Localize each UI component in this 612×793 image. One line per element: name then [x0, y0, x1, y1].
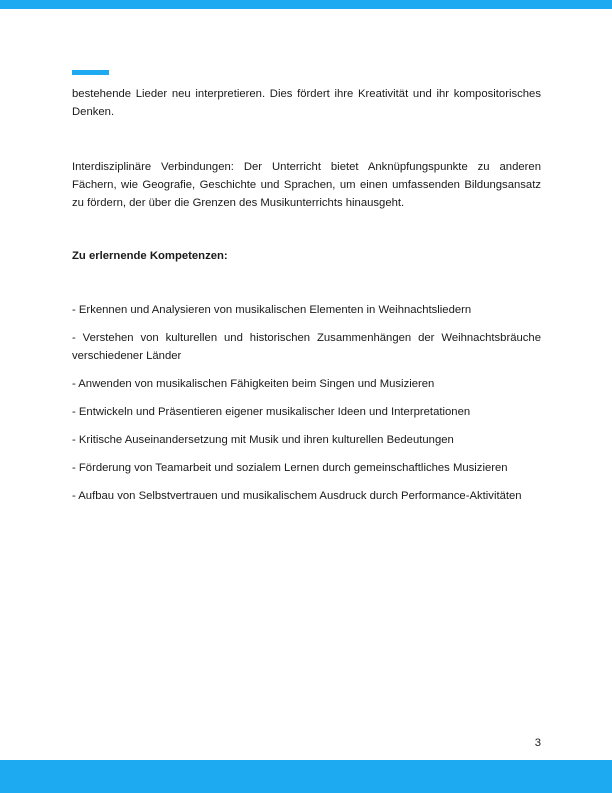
bottom-accent-bar — [0, 760, 612, 793]
competency-item: - Erkennen und Analysieren von musikalischen Elementen in Weihnachtsliedern — [72, 304, 472, 316]
competencies-heading: Zu erlernende Kompetenzen: — [72, 250, 228, 262]
page-content — [72, 85, 541, 515]
paragraph-interdisciplinary: Interdisziplinäre Verbindungen: Der Unterricht bietet Anknüpfungspunkte zu anderen Fächern, wie Geografie, Geschichte und Sprachen, um einen umfassenden Bildungsansatz zu fördern, der über die Grenzen des Musikunterrichts hinausgeht. — [72, 161, 541, 209]
competency-item: - Anwenden von musikalischen Fähigkeiten beim Singen und Musizieren — [72, 378, 435, 390]
competencies-list — [72, 301, 541, 505]
section-accent-line — [72, 70, 109, 75]
competency-item: - Entwickeln und Präsentieren eigener musikalischer Ideen und Interpretationen — [72, 406, 471, 418]
competency-item: - Förderung von Teamarbeit und sozialem Lernen durch gemeinschaftliches Musizieren — [72, 462, 508, 474]
page-number: 3 — [534, 737, 541, 749]
top-accent-bar — [0, 0, 612, 9]
competency-item: - Kritische Auseinandersetzung mit Musik und ihren kulturellen Bedeutungen — [72, 434, 454, 446]
competency-item: - Verstehen von kulturellen und historischen Zusammenhängen der Weihnachtsbräuche verschiedener Länder — [72, 332, 541, 362]
paragraph-continuation: bestehende Lieder neu interpretieren. Dies fördert ihre Kreativität und ihr kompositorisches Denken. — [72, 88, 541, 118]
competency-item: - Aufbau von Selbstvertrauen und musikalischem Ausdruck durch Performance-Aktivitäten — [72, 490, 522, 502]
